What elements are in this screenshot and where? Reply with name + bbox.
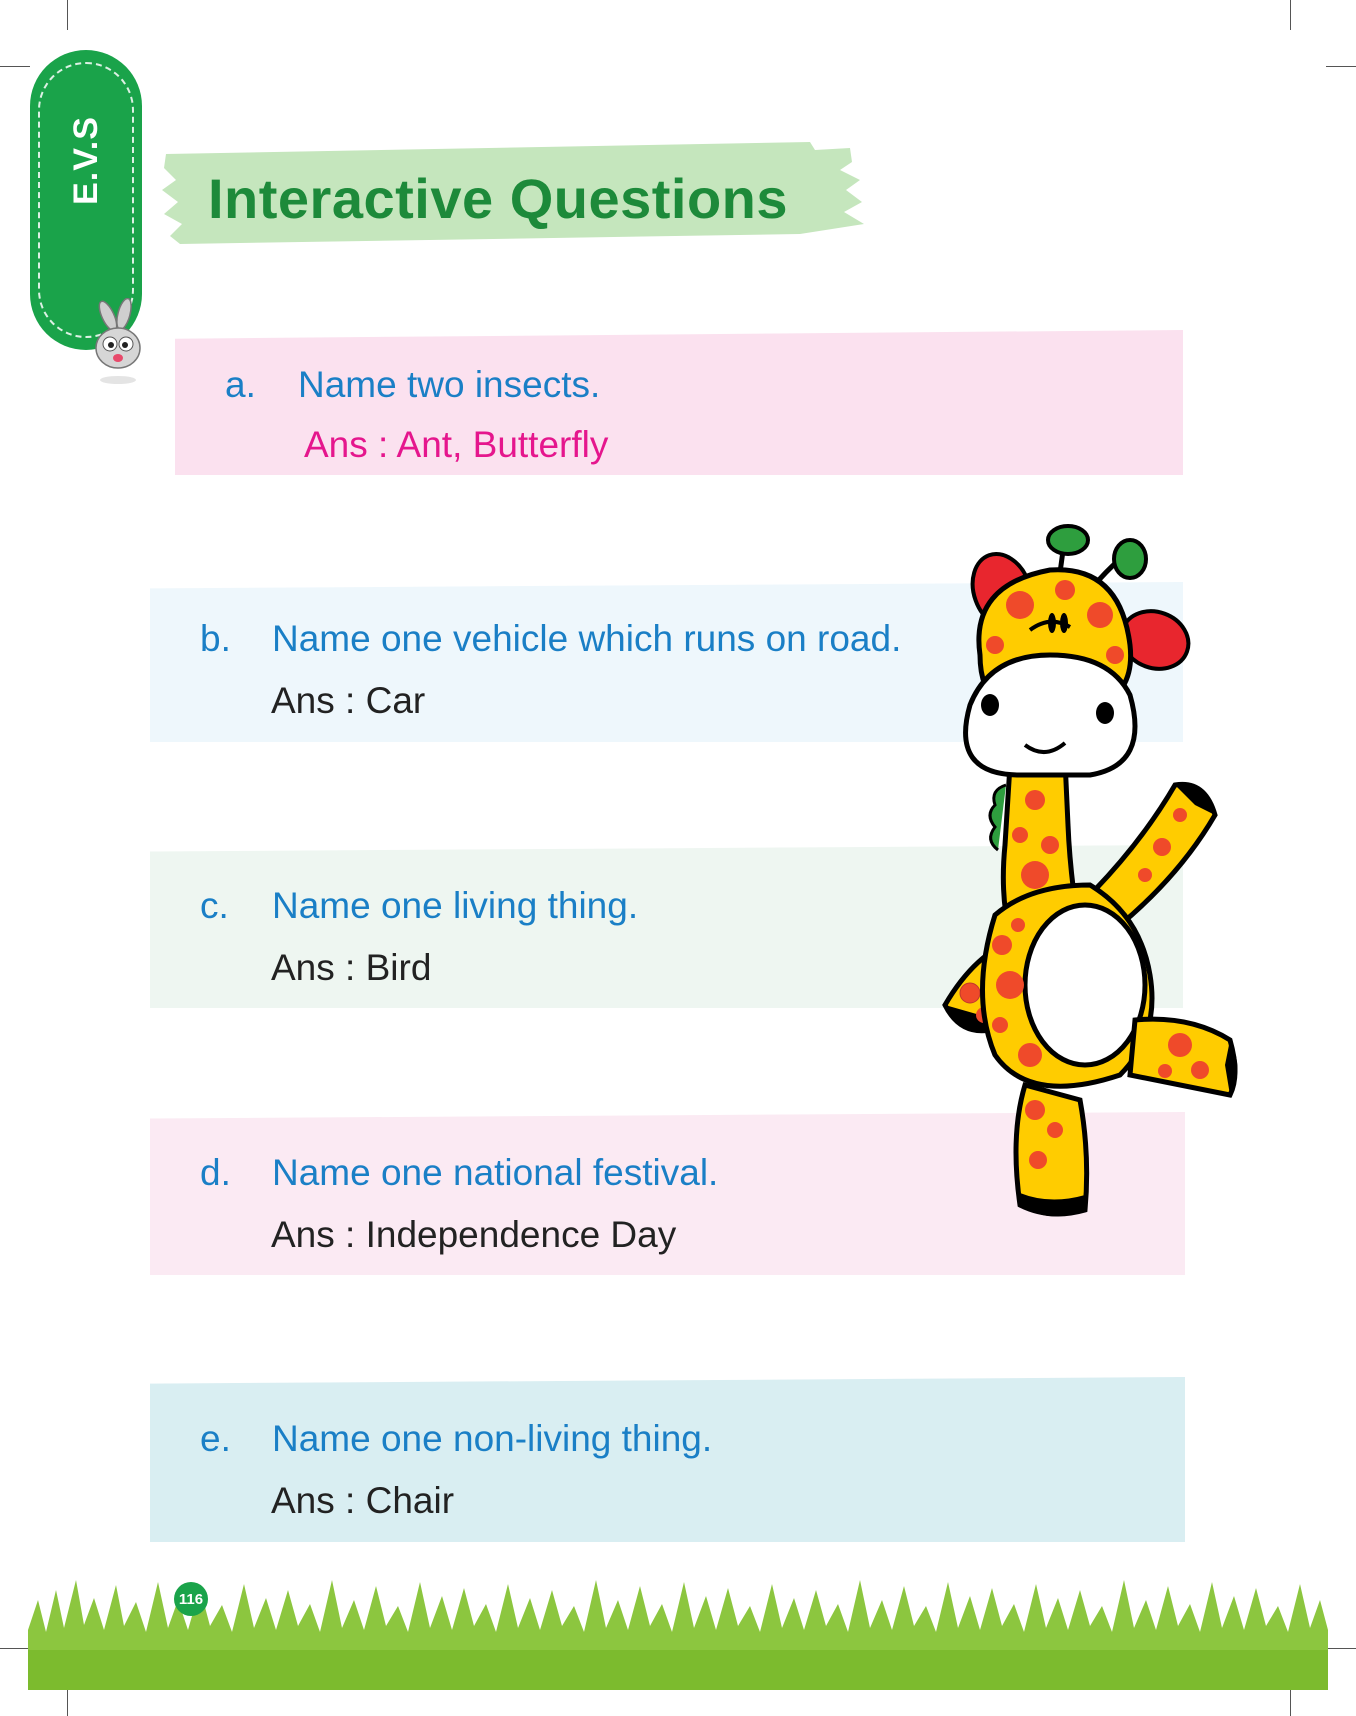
question-text: Name one living thing. <box>272 885 639 926</box>
crop-mark <box>1290 0 1291 30</box>
page-number-badge: 116 <box>174 1582 208 1616</box>
crop-mark <box>67 0 68 30</box>
question-text: Name two insects. <box>298 364 601 405</box>
question-text: Name one non-living thing. <box>272 1418 713 1459</box>
crop-mark <box>67 1686 68 1716</box>
question-letter: b. <box>200 618 231 659</box>
answer-text: Ans : Ant, Butterfly <box>304 424 609 465</box>
question-letter: a. <box>225 364 256 405</box>
question-text: Name one national festival. <box>272 1152 719 1193</box>
question-letter: e. <box>200 1418 231 1459</box>
crop-mark <box>1326 1648 1356 1649</box>
question-letter: c. <box>200 885 229 926</box>
giraffe-illustration-icon <box>940 515 1340 1255</box>
crop-mark <box>0 1648 30 1649</box>
answer-text: Ans : Chair <box>271 1480 455 1521</box>
answer-text: Ans : Bird <box>271 947 432 988</box>
question-text: Name one vehicle which runs on road. <box>272 618 902 659</box>
subject-label: E.V.S <box>66 115 105 205</box>
crop-mark <box>1290 1686 1291 1716</box>
answer-text: Ans : Car <box>271 680 426 721</box>
crop-mark <box>1326 66 1356 67</box>
crop-mark <box>0 66 30 67</box>
question-letter: d. <box>200 1152 231 1193</box>
page-title: Interactive Questions <box>208 167 789 230</box>
answer-text: Ans : Independence Day <box>271 1214 677 1255</box>
grass-footer <box>28 1570 1328 1690</box>
rabbit-mascot-icon <box>82 298 162 388</box>
